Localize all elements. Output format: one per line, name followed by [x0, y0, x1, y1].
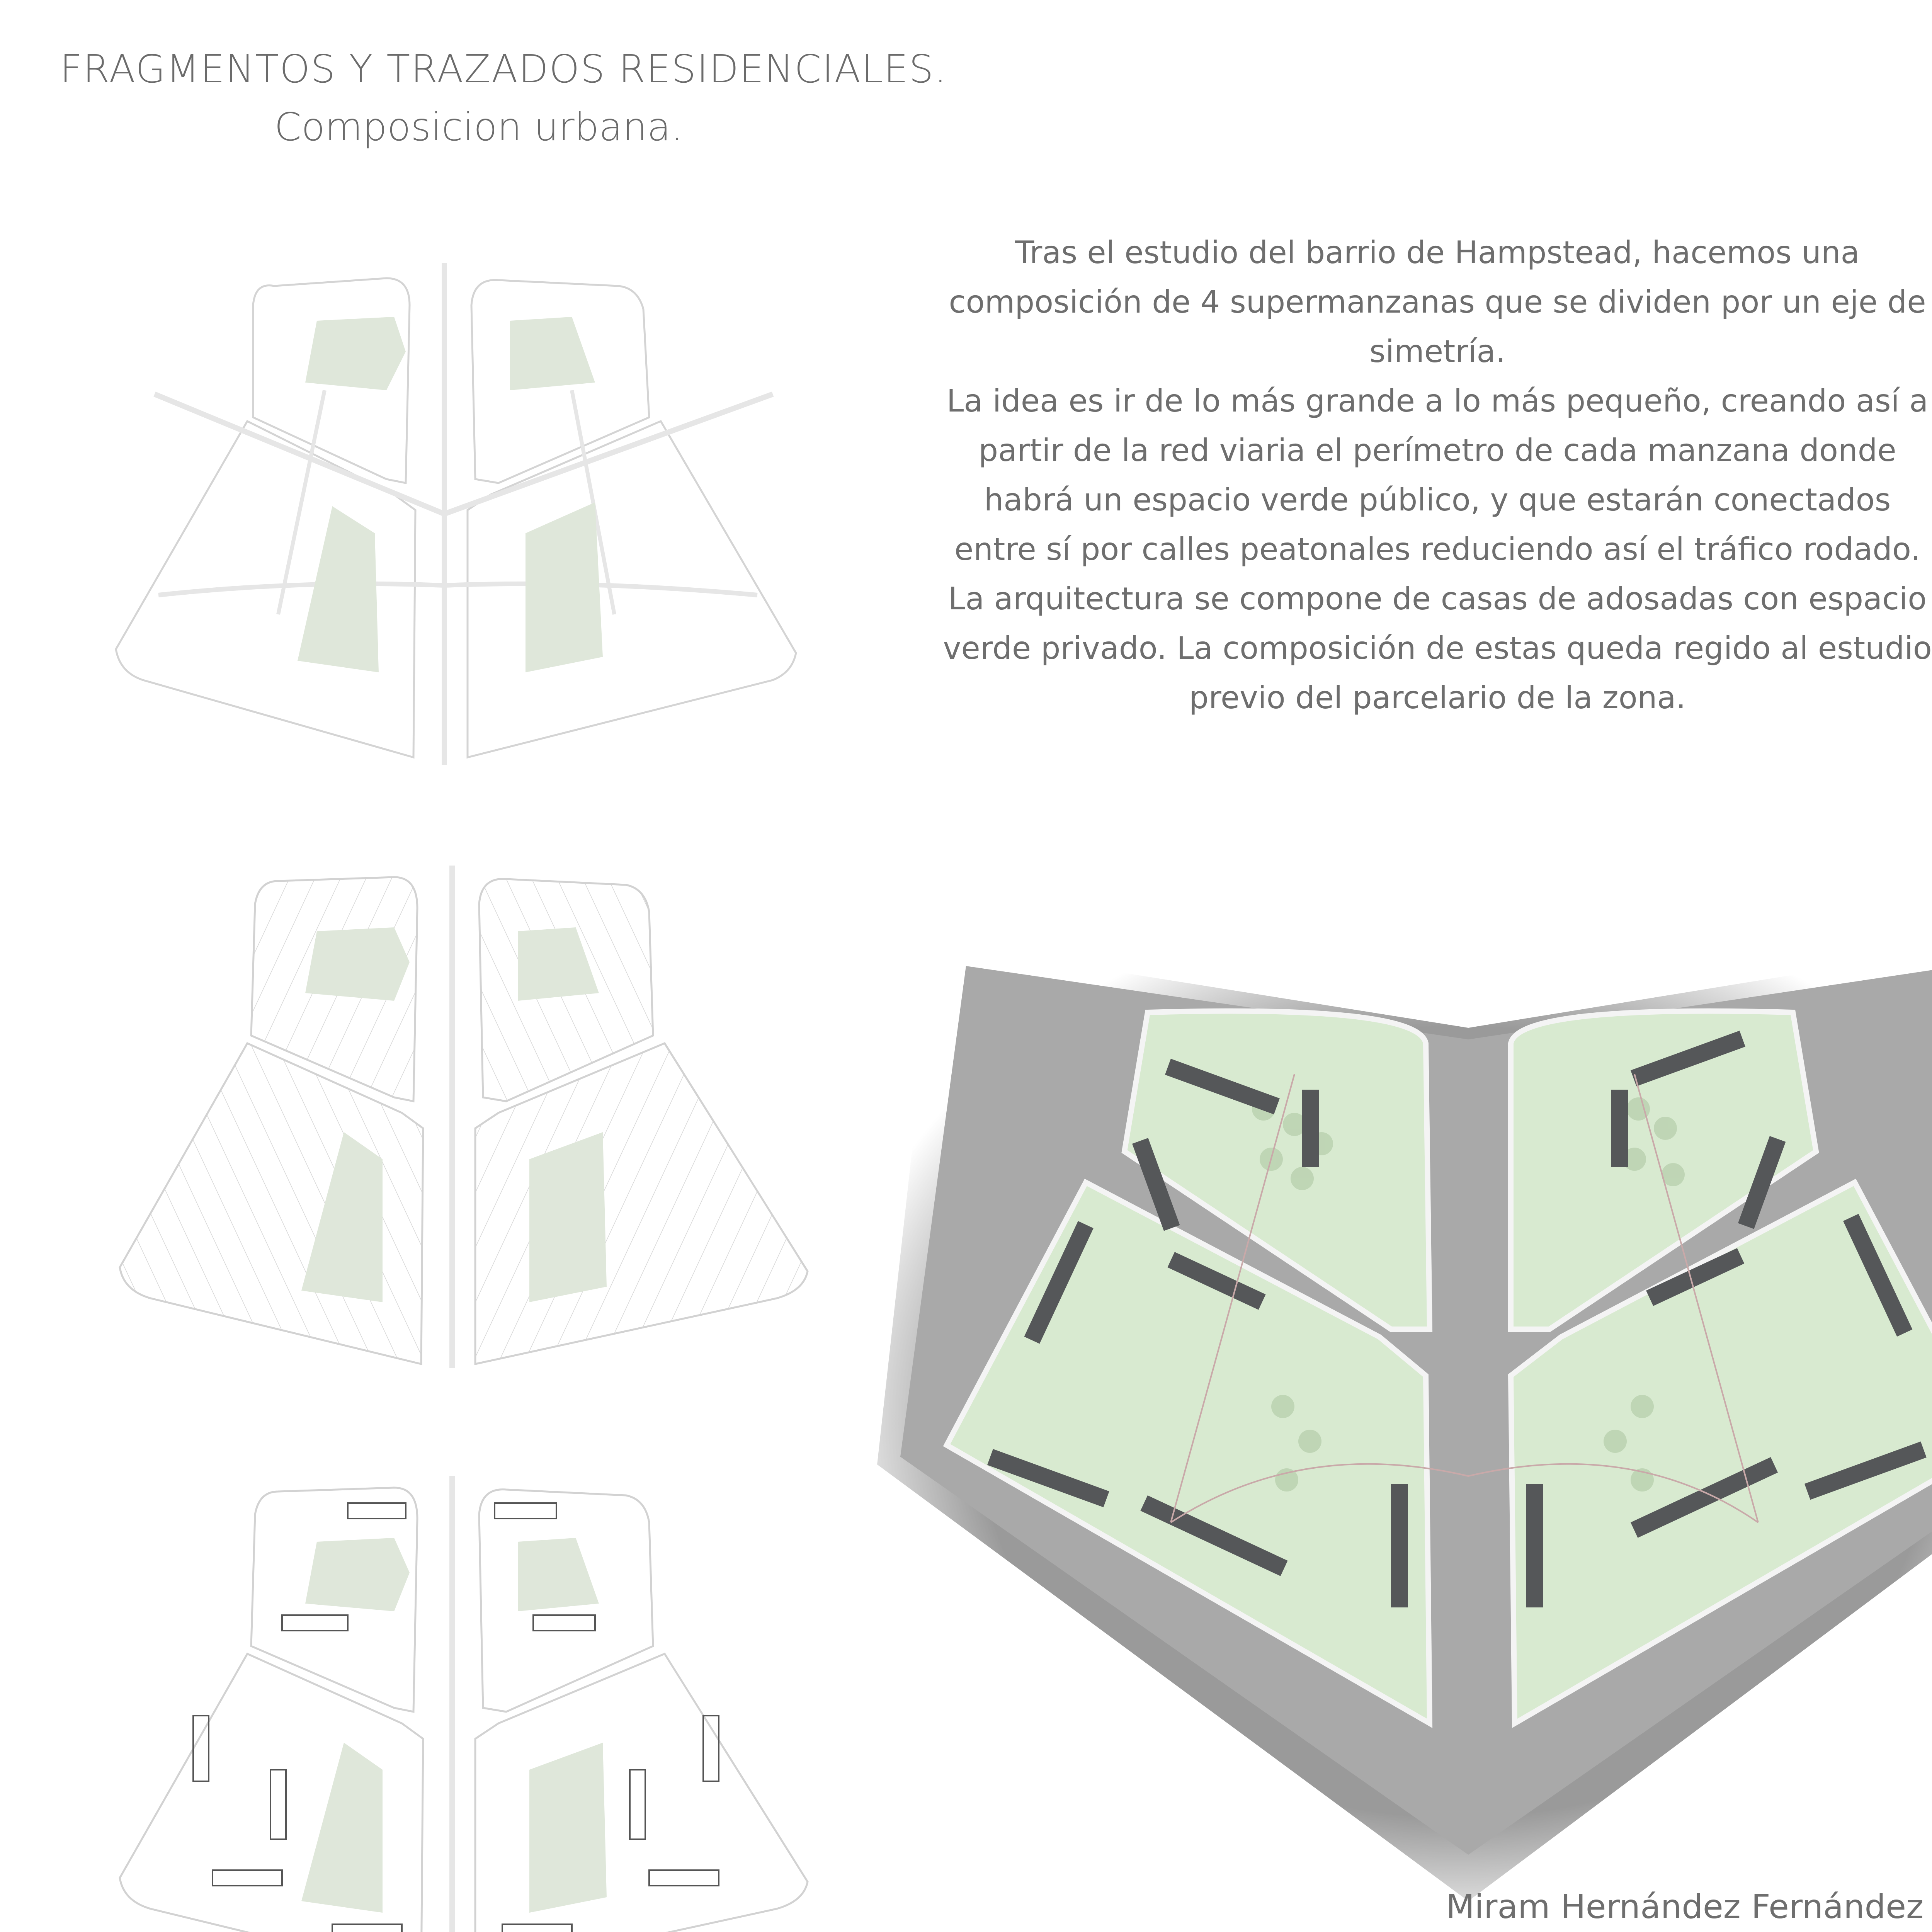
description-paragraph: Tras el estudio del barrio de Hampstead, hacemos una composición de 4 supermanzanas que se dividen por un eje de simetría. [949, 235, 1926, 369]
block-bottom-right [475, 1654, 808, 1932]
description-paragraph: La idea es ir de lo más grande a lo más pequeño, creando así a partir de la red viaria el perímetro de cada manzana donde habrá un espacio verde público, y que estarán conectados entre sí por calles peatonales reduciendo así el tráfico rodado. [946, 383, 1929, 567]
diagram-street-network [108, 263, 811, 765]
tree [1271, 1395, 1294, 1418]
green-space [529, 1132, 607, 1302]
rowhouse-block [1526, 1484, 1543, 1607]
description-paragraph: La arquitectura se compone de casas de adosadas con espacio verde privado. La composición de estas queda regido al estudio previo del parcelario de la zona. [943, 581, 1932, 716]
building-row [213, 1870, 282, 1886]
building-row [282, 1615, 348, 1631]
diagram-parcels [116, 866, 811, 1368]
building-row [348, 1503, 406, 1519]
green-space [529, 1743, 607, 1913]
tree [1654, 1117, 1677, 1140]
green-space [305, 1538, 410, 1611]
building-row [649, 1870, 719, 1886]
building-row [332, 1924, 402, 1932]
author-name: Miram Hernández Fernández [1446, 1888, 1924, 1926]
project-description [943, 228, 1932, 723]
building-row [502, 1924, 572, 1932]
rendered-site-plan [877, 943, 1932, 1901]
tree [1298, 1430, 1321, 1453]
page-subtitle: Composicion urbana. [274, 104, 683, 150]
green-space [301, 1743, 383, 1913]
building-row [703, 1716, 719, 1781]
green-space [298, 506, 379, 672]
building-row [630, 1770, 645, 1839]
diagram-buildings [116, 1476, 811, 1932]
building-row [495, 1503, 556, 1519]
page-title: FRAGMENTOS Y TRAZADOS RESIDENCIALES. [60, 46, 947, 92]
tree [1604, 1430, 1627, 1453]
green-space [510, 317, 595, 390]
building-row [533, 1615, 595, 1631]
rowhouse-block [1611, 1090, 1628, 1167]
credits-block [1376, 1882, 1932, 1932]
rowhouse-block [1302, 1090, 1319, 1167]
rowhouse-block [1391, 1484, 1408, 1607]
green-space [518, 1538, 599, 1611]
block-bottom-right [468, 421, 796, 757]
green-space [526, 502, 603, 672]
green-space [305, 927, 410, 1001]
building-row [270, 1770, 286, 1839]
tree [1631, 1395, 1654, 1418]
tree [1291, 1167, 1314, 1190]
green-space [305, 317, 406, 390]
